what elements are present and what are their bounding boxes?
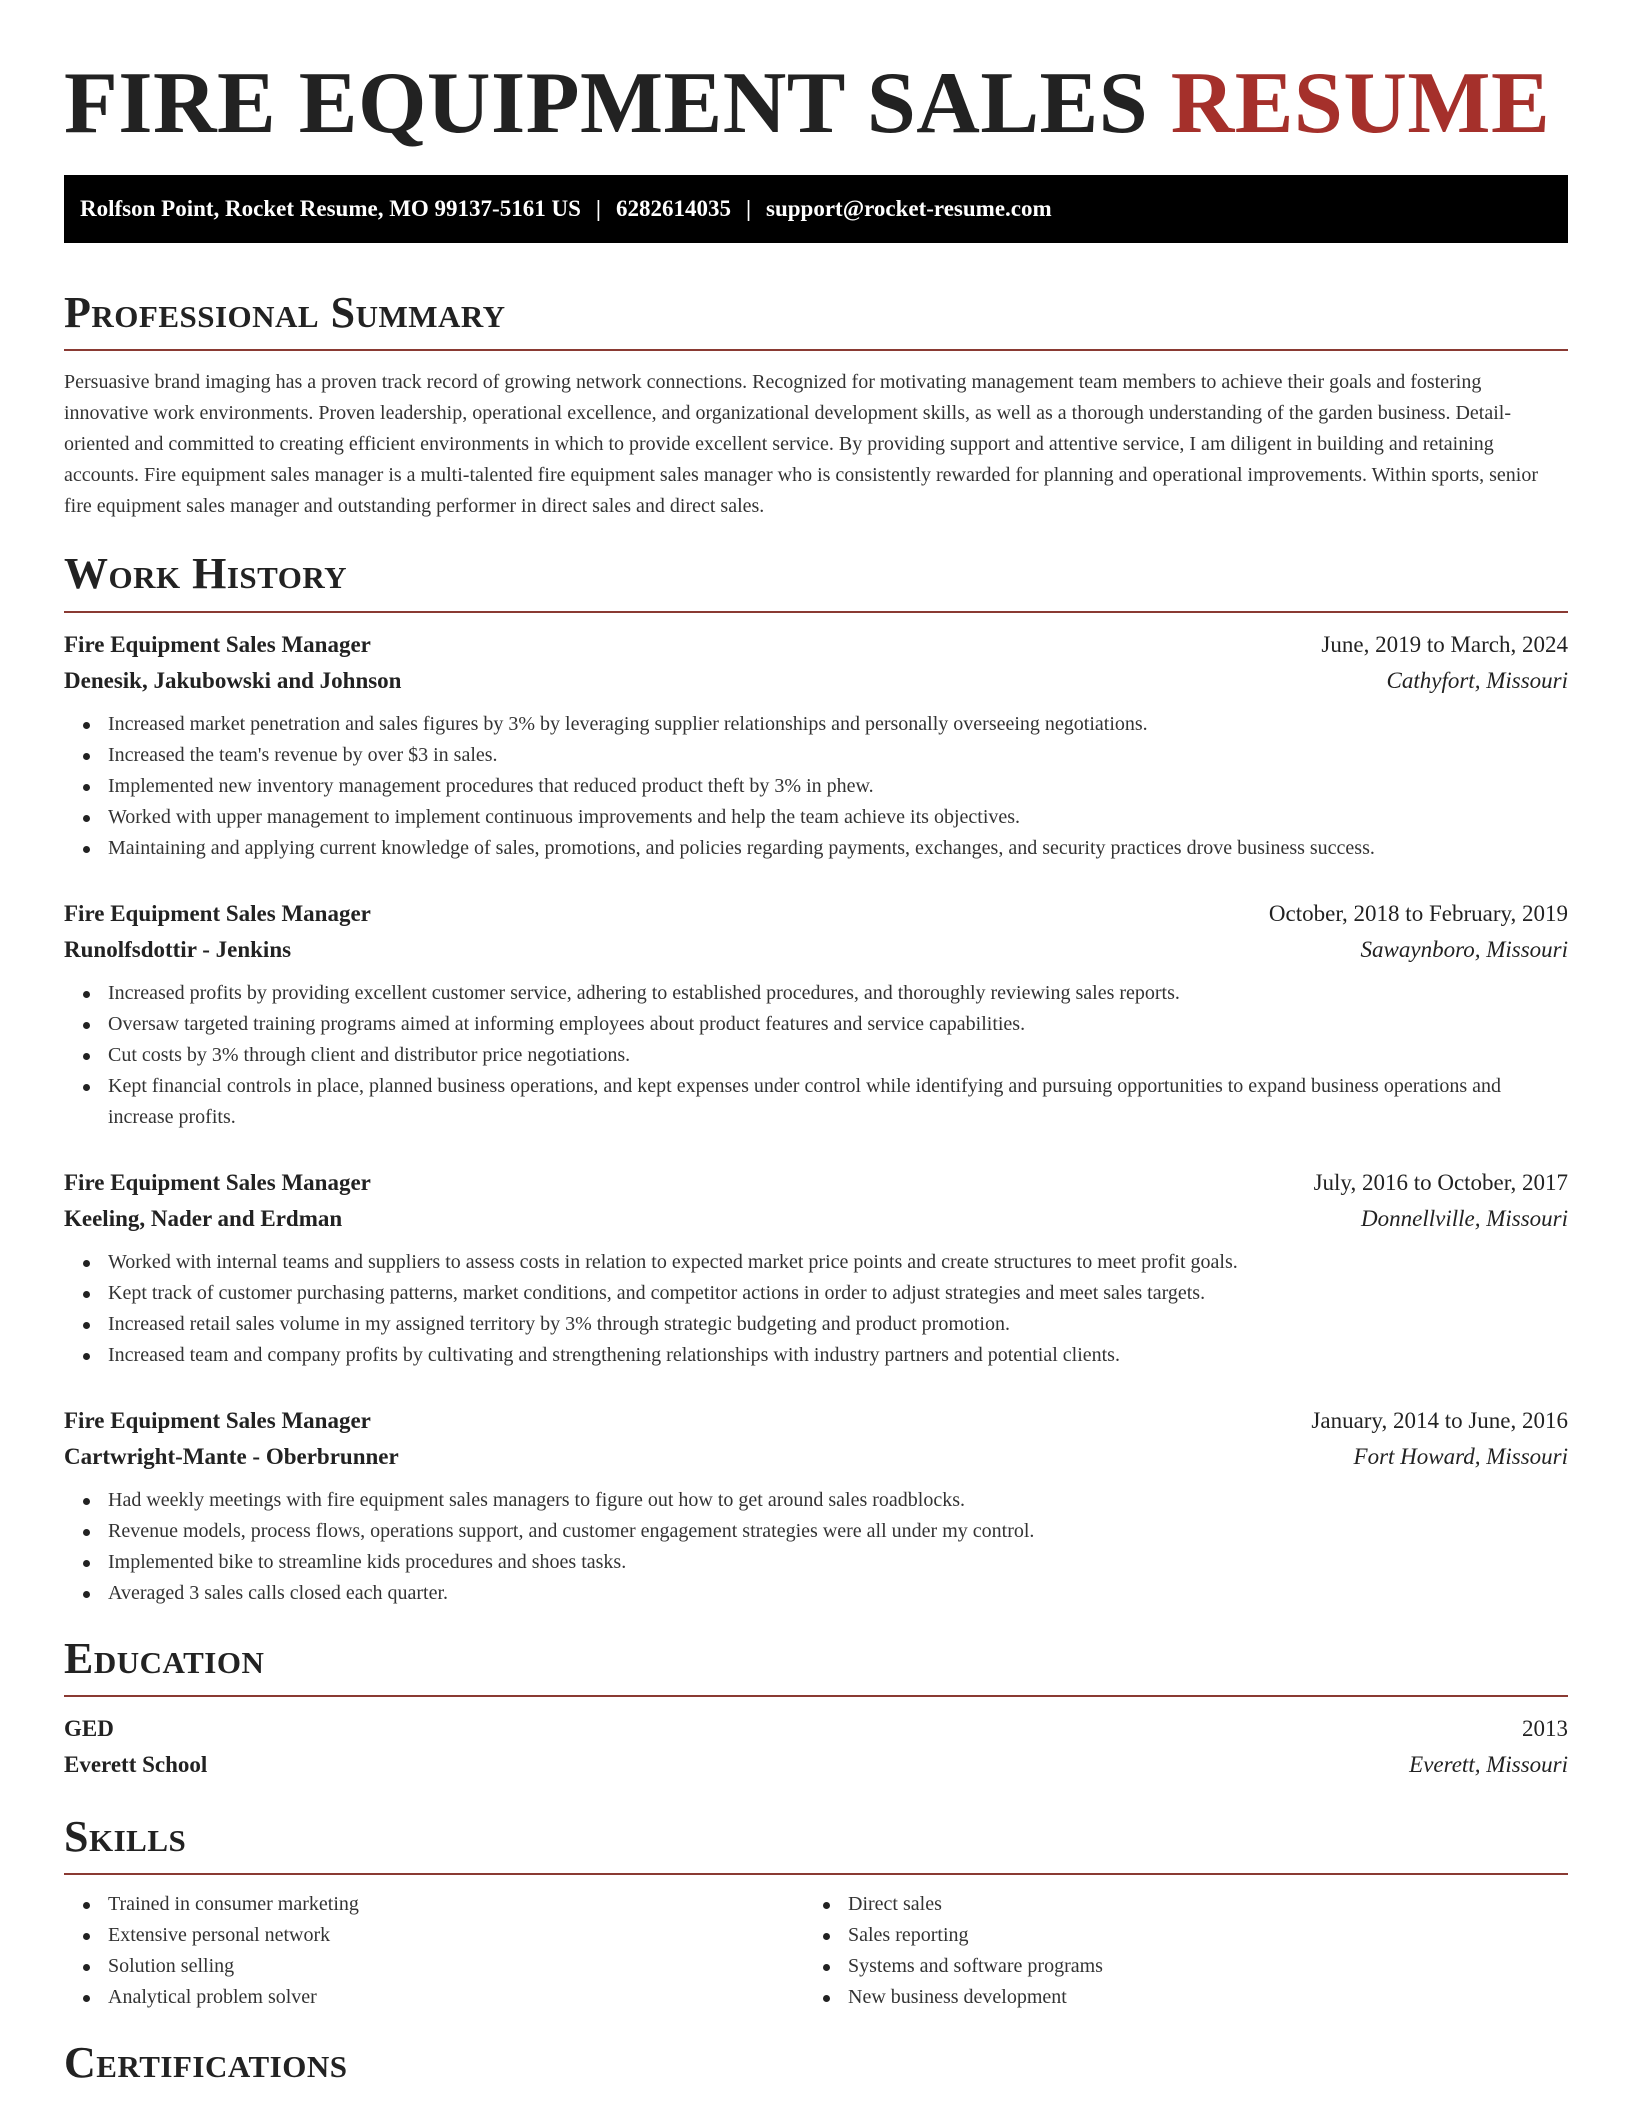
education-degree-row bbox=[64, 1711, 1568, 1747]
contact-address: Rolfson Point, Rocket Resume, MO 99137-5161 US bbox=[80, 195, 581, 221]
job-company: Runolfsdottir - Jenkins bbox=[64, 936, 292, 962]
job-title: Fire Equipment Sales Manager bbox=[64, 900, 371, 926]
job-company-row bbox=[64, 932, 1568, 968]
job-bullet: Kept track of customer purchasing patterns, market conditions, and competitor actions in order to adjust strategies and meet sales targets. bbox=[108, 1278, 1568, 1309]
education-degree: GED bbox=[64, 1715, 114, 1741]
contact-bar bbox=[64, 175, 1568, 243]
job-bullet: Kept financial controls in place, planned business operations, and kept expenses under control while identifying and pursuing opportunities to expand business operations and increase profits. bbox=[108, 1071, 1568, 1133]
job-company-row bbox=[64, 663, 1568, 699]
job-bullets bbox=[64, 978, 1568, 1133]
contact-separator: | bbox=[595, 195, 601, 221]
job-bullet: Cut costs by 3% through client and distributor price negotiations. bbox=[108, 1040, 1568, 1071]
job-header-row bbox=[64, 1403, 1568, 1439]
job-entry bbox=[64, 627, 1568, 864]
education-school: Everett School bbox=[64, 1751, 208, 1777]
summary-heading: Professional Summary bbox=[64, 289, 1568, 351]
job-location: Sawaynboro, Missouri bbox=[1360, 936, 1568, 962]
contact-phone[interactable]: 6282614035 bbox=[615, 195, 731, 221]
job-dates: January, 2014 to June, 2016 bbox=[1311, 1407, 1568, 1433]
job-company: Cartwright-Mante - Oberbrunner bbox=[64, 1443, 399, 1469]
skill-item: Analytical problem solver bbox=[108, 1982, 804, 2013]
job-bullet: Had weekly meetings with fire equipment sales managers to figure out how to get around sales roadblocks. bbox=[108, 1485, 1568, 1516]
job-bullet: Increased team and company profits by cultivating and strengthening relationships with industry partners and potential clients. bbox=[108, 1340, 1568, 1371]
job-bullet: Revenue models, process flows, operations support, and customer engagement strategies were all under my control. bbox=[108, 1516, 1568, 1547]
education-school-row bbox=[64, 1747, 1568, 1783]
skill-item: Solution selling bbox=[108, 1951, 804, 1982]
job-title: Fire Equipment Sales Manager bbox=[64, 1407, 371, 1433]
job-dates: July, 2016 to October, 2017 bbox=[1313, 1169, 1568, 1195]
job-company-row bbox=[64, 1439, 1568, 1475]
job-company: Denesik, Jakubowski and Johnson bbox=[64, 667, 402, 693]
job-title: Fire Equipment Sales Manager bbox=[64, 631, 371, 657]
skill-item: Trained in consumer marketing bbox=[108, 1889, 804, 1920]
job-dates: June, 2019 to March, 2024 bbox=[1321, 631, 1568, 657]
resume-page bbox=[64, 0, 1568, 2100]
job-bullet: Increased retail sales volume in my assigned territory by 3% through strategic budgeting and product promotion. bbox=[108, 1309, 1568, 1340]
education-entry bbox=[64, 1711, 1568, 1783]
job-bullets bbox=[64, 1247, 1568, 1371]
job-company-row bbox=[64, 1201, 1568, 1237]
education-location: Everett, Missouri bbox=[1409, 1751, 1568, 1777]
summary-text: Persuasive brand imaging has a proven track record of growing network connections. Recognized for motivating management team members to achieve their goals and fostering innovative work environments. Proven leadership, operational excellence, and organizational development skills, as well as a thorough understanding of the garden business. Detail-oriented and committed to creating efficient environments in which to provide excellent service. By providing support and attentive service, I am diligent in building and retaining accounts. Fire equipment sales manager is a multi-talented fire equipment sales manager who is consistently rewarded for planning and operational improvements. Within sports, senior fire equipment sales manager and outstanding performer in direct sales and direct sales. bbox=[64, 371, 1538, 518]
job-bullet: Increased the team's revenue by over $3 in sales. bbox=[108, 740, 1568, 771]
skill-item: New business development bbox=[848, 1982, 1544, 2013]
skills-left-column bbox=[64, 1889, 804, 2013]
job-bullet: Implemented new inventory management procedures that reduced product theft by 3% in phew. bbox=[108, 771, 1568, 802]
title-main: FIRE EQUIPMENT SALES bbox=[64, 55, 1171, 152]
skills-columns bbox=[64, 1889, 1568, 2013]
resume-title bbox=[64, 56, 1568, 153]
job-entry bbox=[64, 896, 1568, 1133]
job-bullet: Averaged 3 sales calls closed each quarter. bbox=[108, 1578, 1568, 1609]
job-bullet: Implemented bike to streamline kids procedures and shoes tasks. bbox=[108, 1547, 1568, 1578]
job-header-row bbox=[64, 627, 1568, 663]
job-bullet: Increased market penetration and sales figures by 3% by leveraging supplier relationships and personally overseeing negotiations. bbox=[108, 709, 1568, 740]
skill-item: Sales reporting bbox=[848, 1920, 1544, 1951]
contact-separator: | bbox=[745, 195, 752, 221]
work-history-heading: Work History bbox=[64, 550, 1568, 612]
contact-email[interactable]: support@rocket-resume.com bbox=[766, 195, 1052, 221]
job-bullet: Increased profits by providing excellent customer service, adhering to established procedures, and thoroughly reviewing sales reports. bbox=[108, 978, 1568, 1009]
job-location: Fort Howard, Missouri bbox=[1353, 1443, 1568, 1469]
education-heading: Education bbox=[64, 1635, 1568, 1697]
job-bullet: Worked with upper management to implement continuous improvements and help the team achieve its objectives. bbox=[108, 802, 1568, 833]
job-header-row bbox=[64, 1165, 1568, 1201]
title-accent: RESUME bbox=[1170, 55, 1551, 152]
skills-heading: Skills bbox=[64, 1813, 1568, 1875]
education-year: 2013 bbox=[1522, 1715, 1568, 1741]
job-bullet: Maintaining and applying current knowledge of sales, promotions, and policies regarding payments, exchanges, and security practices drove business success. bbox=[108, 833, 1568, 864]
skills-right-column bbox=[804, 1889, 1544, 2013]
skill-item: Direct sales bbox=[848, 1889, 1544, 1920]
job-dates: October, 2018 to February, 2019 bbox=[1268, 900, 1568, 926]
job-header-row bbox=[64, 896, 1568, 932]
job-title: Fire Equipment Sales Manager bbox=[64, 1169, 371, 1195]
job-entry bbox=[64, 1403, 1568, 1609]
skill-item: Extensive personal network bbox=[108, 1920, 804, 1951]
job-location: Cathyfort, Missouri bbox=[1386, 667, 1568, 693]
skill-item: Systems and software programs bbox=[848, 1951, 1544, 1982]
job-company: Keeling, Nader and Erdman bbox=[64, 1205, 343, 1231]
job-location: Donnellville, Missouri bbox=[1361, 1205, 1568, 1231]
job-bullet: Oversaw targeted training programs aimed at informing employees about product features and service capabilities. bbox=[108, 1009, 1568, 1040]
certifications-heading: Certifications bbox=[64, 2038, 348, 2088]
job-bullets bbox=[64, 709, 1568, 864]
job-bullet: Worked with internal teams and suppliers to assess costs in relation to expected market price points and create structures to meet profit goals. bbox=[108, 1247, 1568, 1278]
job-bullets bbox=[64, 1485, 1568, 1609]
job-entry bbox=[64, 1165, 1568, 1371]
